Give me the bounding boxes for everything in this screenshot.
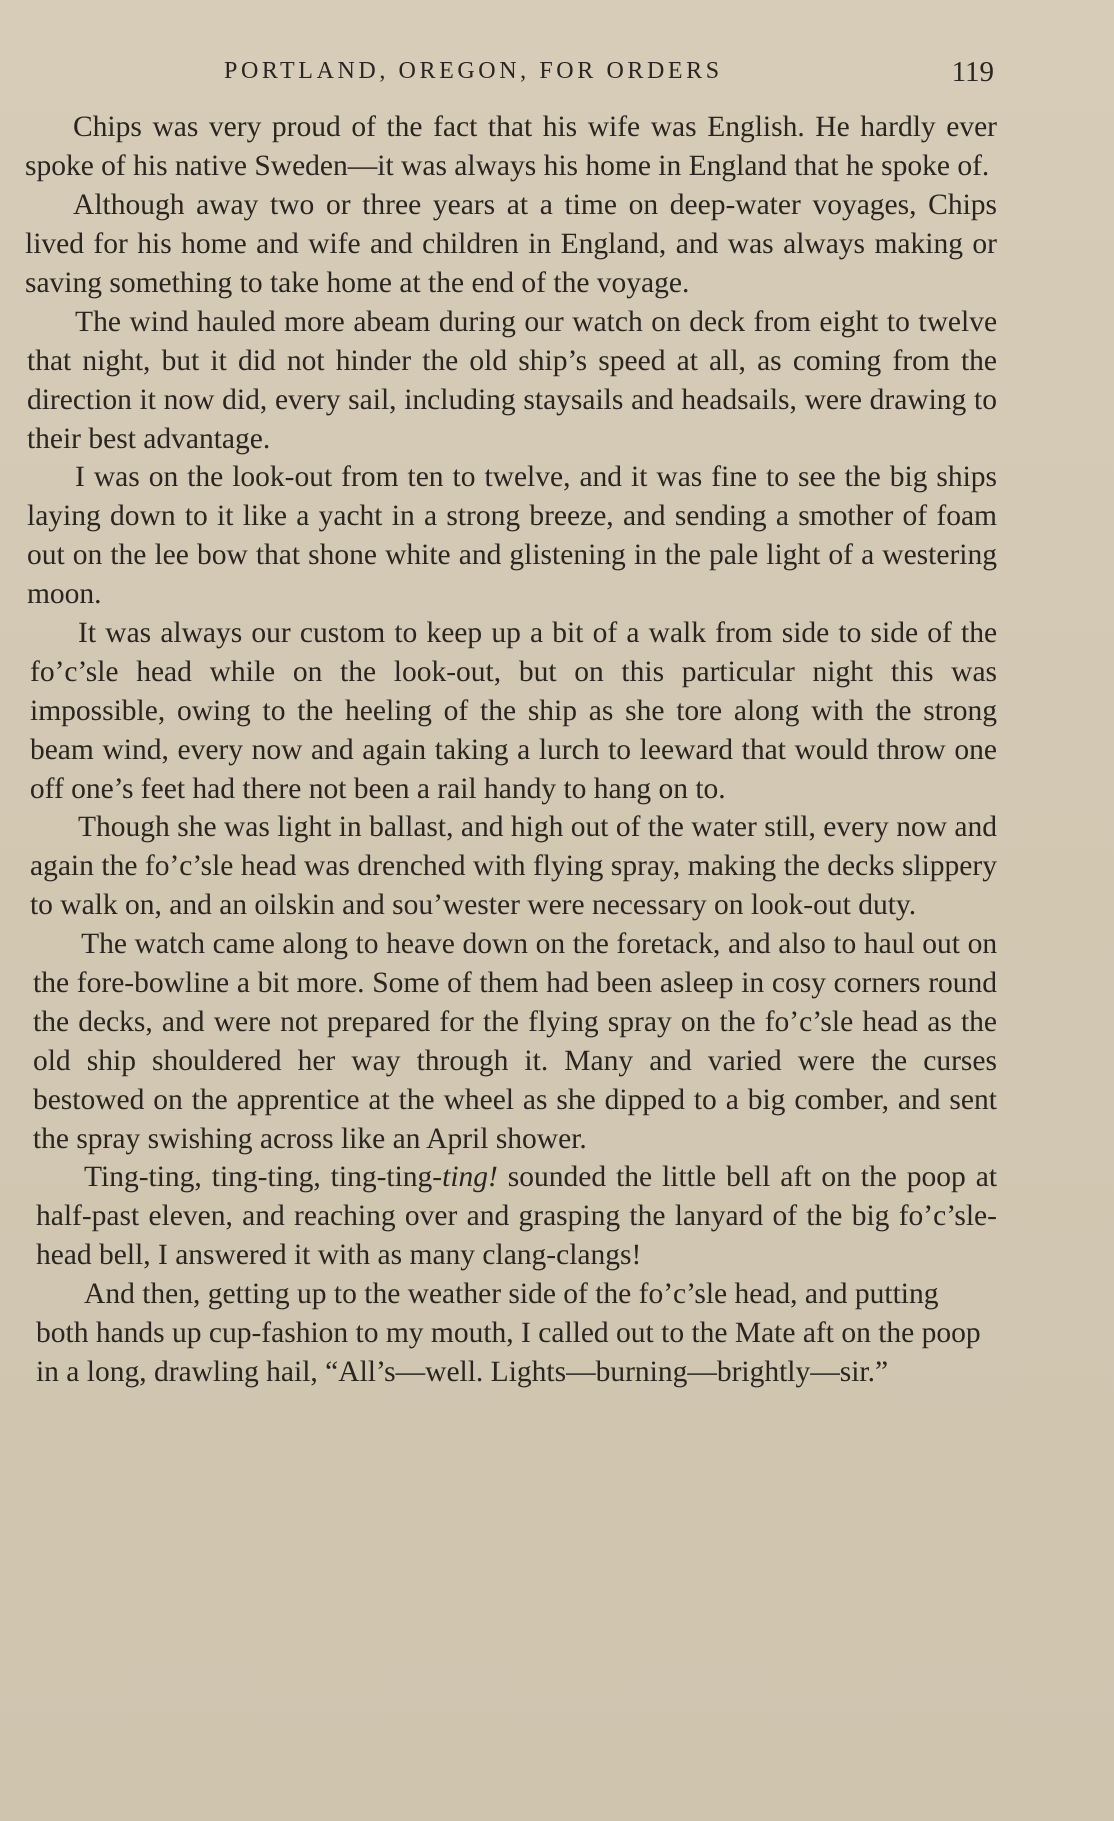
bell-paragraph-lead: Ting-ting, ting-ting, ting-ting- [84,1161,443,1194]
paragraph: It was always our custom to keep up a bit of a walk from side to side of the fo’c’sle head while on the look-out, but on this particular night this was impossible, owing to the heeling of the ship as she tore along with the strong beam wind, every now and again taking a lurch to leeward that would throw one off one’s feet had there not been a rail handy to hang on to. [29,616,998,805]
page-number: 119 [951,56,994,88]
paragraph: I was on the look-out from ten to twelve, and it was fine to see the big ships laying down to it like a yacht in a strong breeze, and sending a smother of foam out on the lee bow that shone white and glistening in the pale light of a westering moon. [26,461,998,610]
paragraph: The watch came along to heave down on the foretack, and also to haul out on the fore-bowline a bit more. Some of them had been asleep in cosy corners round the decks, and were not prepared for the flying spray on the fo’c’sle head as the old ship shouldered her way through it. Many and varied were the curses bestowed on the apprentice at the wheel as she dipped to a big comber, and sent the spray swishing across like an April shower. [32,928,998,1155]
paragraph: Chips was very proud of the fact that his wife was English. He hardly ever spoke of his native Sweden—it was always his home in England that he spoke of. [24,111,998,182]
running-head [224,58,994,88]
paragraph: Although away two or three years at a time on deep-water voyages, Chips lived for his home and wife and children in England, and was always making or saving something to take home at the end of the voyage. [24,188,998,299]
paragraph: Though she was light in ballast, and high out of the water still, every now and again the fo’c’sle head was drenched with flying spray, making the decks slippery to walk on, and an oilskin and sou’wester were necessary on look-out duty. [29,811,998,922]
final-paragraph: And then, getting up to the weather side of the fo’c’sle head, and putting both hands up cup-fashion to my mouth, I called out to the Mate aft on the poop in a long, drawling hail, “All’s—well. Lights—burning—brightly—sir.” [35,1278,981,1388]
bell-paragraph-italic: ting! [442,1161,498,1194]
bell-paragraph [25,1158,997,1275]
paragraph: The wind hauled more abeam during our watch on deck from eight to twelve that night, but it did not hinder the old ship’s speed at all, as coming from the direction it now did, every sail, including staysails and headsails, were drawing to their best advantage. [26,305,998,455]
body-text [25,108,997,1392]
bell-paragraph-rest: sounded the little bell aft on the poop at half-past eleven, and reaching over and grasping the lanyard of the big fo’c’sle-head bell, I answered it with as many clang-clangs! [35,1161,998,1272]
running-title: PORTLAND, OREGON, FOR ORDERS [224,58,723,84]
